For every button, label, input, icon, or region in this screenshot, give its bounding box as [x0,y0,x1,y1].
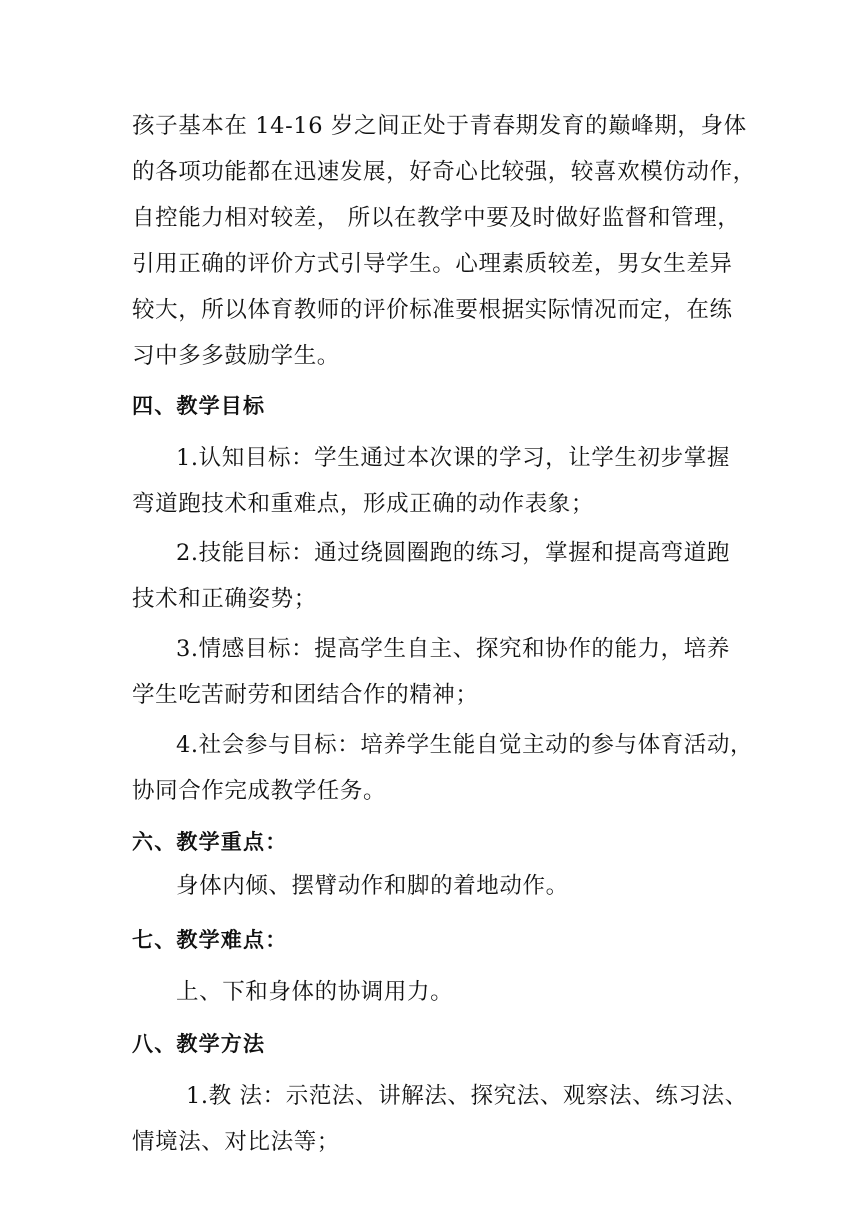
objective-line: 2.技能目标：通过绕圆圈跑的练习，掌握和提高弯道跑 [176,540,730,566]
objective-line: 技术和正确姿势； [132,586,317,612]
paragraph-line: 较大，所以体育教师的评价标准要根据实际情况而定，在练 [132,297,733,323]
paragraph-line: 孩子基本在 14-16 岁之间正处于青春期发育的巅峰期，身体 [132,113,747,139]
method-line: 1.教 法：示范法、讲解法、探究法、观察法、练习法、 [186,1083,748,1109]
section-heading-difficulties: 七、教学难点： [132,928,288,952]
paragraph-line: 习中多多鼓励学生。 [132,343,340,369]
difficulties-text: 上、下和身体的协调用力。 [176,979,454,1005]
section-heading-key-points: 六、教学重点： [132,830,288,854]
key-points-text: 身体内倾、摆臂动作和脚的着地动作。 [176,873,569,899]
objective-line: 弯道跑技术和重难点，形成正确的动作表象； [132,491,595,517]
method-line: 情境法、对比法等； [132,1129,340,1155]
paragraph-line: 的各项功能都在迅速发展，好奇心比较强，较喜欢模仿动作， [132,159,756,185]
section-heading-methods: 八、教学方法 [132,1032,266,1056]
paragraph-line: 引用正确的评价方式引导学生。心理素质较差，男女生差异 [132,251,733,277]
section-heading-objectives: 四、教学目标 [132,394,266,418]
paragraph-line: 自控能力相对较差， 所以在教学中要及时做好监督和管理， [132,205,741,231]
objective-line: 学生吃苦耐劳和团结合作的精神； [132,682,479,708]
objective-line: 协同合作完成教学任务。 [132,778,387,804]
objective-line: 1.认知目标：学生通过本次课的学习，让学生初步掌握 [176,445,730,471]
objective-line: 3.情感目标：提高学生自主、探究和协作的能力，培养 [176,636,730,662]
objective-line: 4.社会参与目标：培养学生能自觉主动的参与体育活动， [176,732,754,758]
